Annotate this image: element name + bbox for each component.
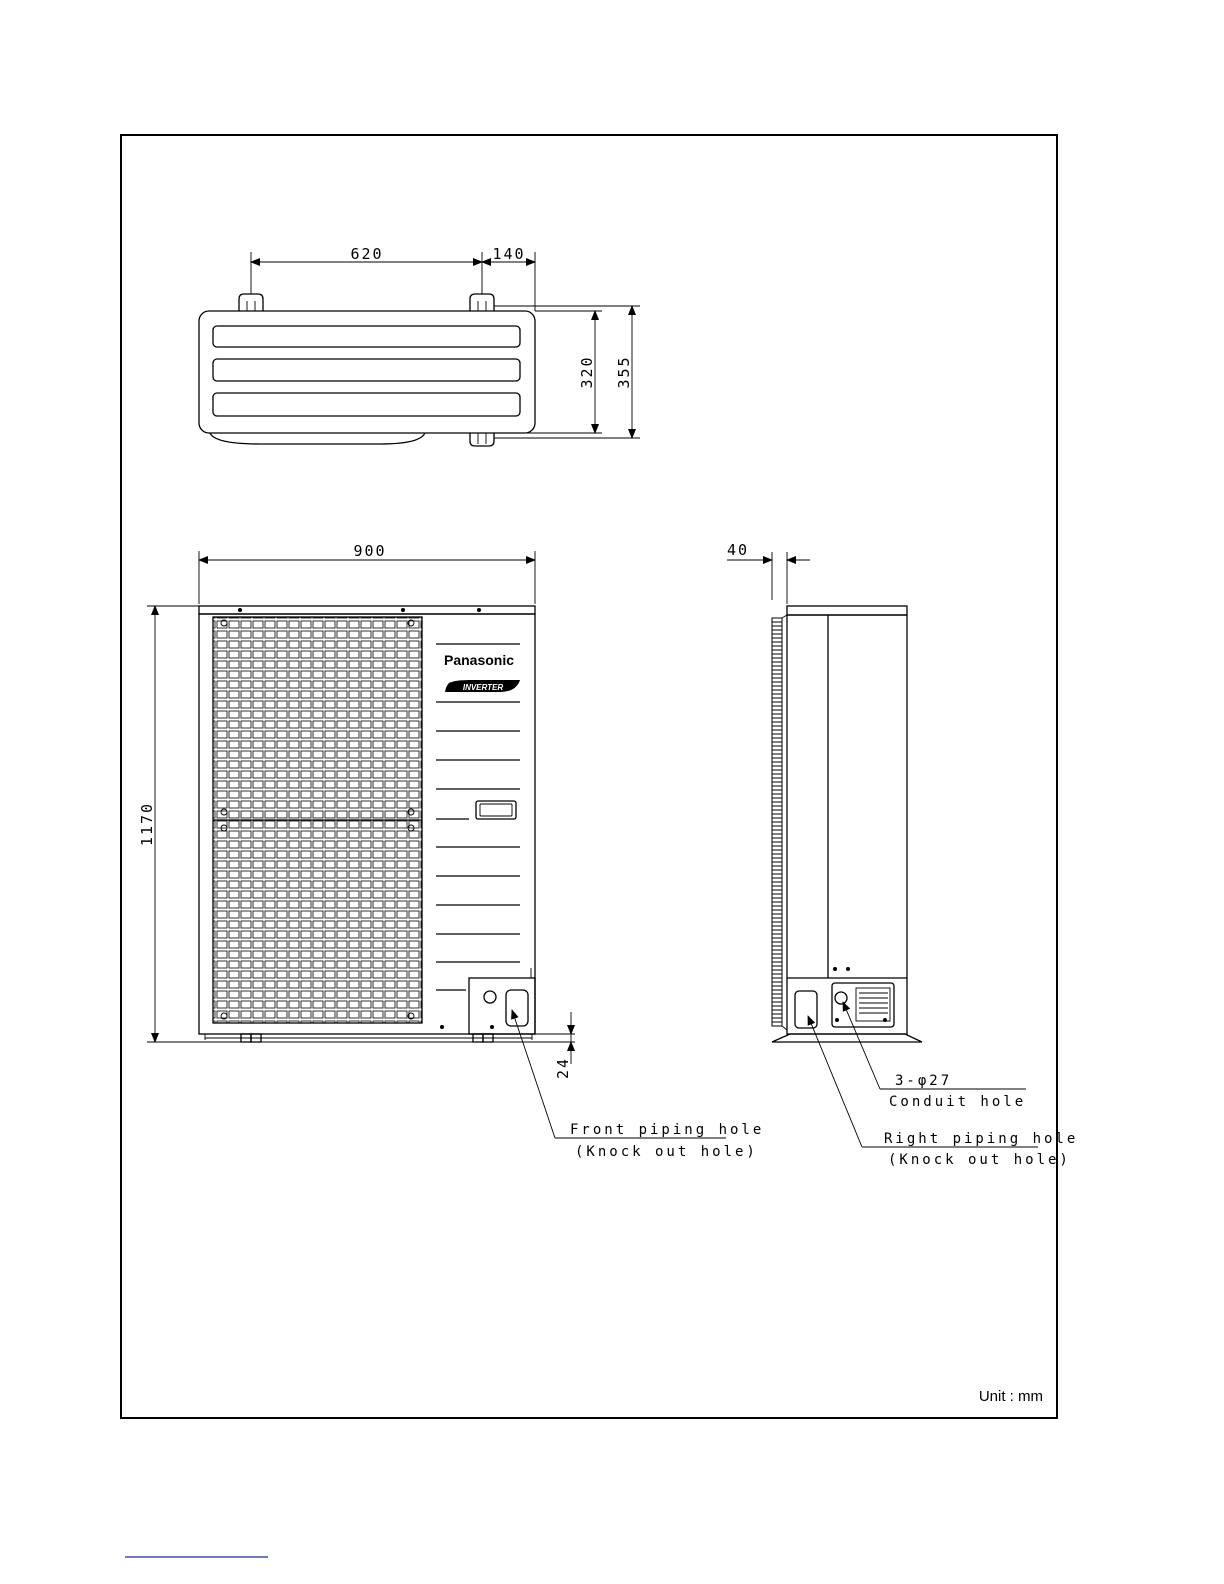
conduit-hole bbox=[835, 992, 847, 1004]
right-piping-hole bbox=[795, 991, 817, 1028]
svg-text:INVERTER: INVERTER bbox=[462, 683, 504, 692]
dim-355: 355 bbox=[615, 355, 633, 389]
dim-1170: 1170 bbox=[138, 801, 156, 847]
unit-label: Unit : mm bbox=[978, 1388, 1043, 1405]
conduit-hole-sublabel: Conduit hole bbox=[889, 1094, 1027, 1110]
inverter-logo bbox=[445, 680, 520, 692]
front-piping-hole-sublabel: (Knock out hole) bbox=[575, 1144, 758, 1160]
front-piping-hole-small bbox=[484, 991, 496, 1003]
dim-24: 24 bbox=[554, 1056, 572, 1080]
dim-900: 900 bbox=[353, 542, 387, 560]
side-view-body bbox=[787, 615, 907, 1034]
conduit-hole-label: 3-φ27 bbox=[895, 1073, 953, 1089]
dim-140: 140 bbox=[492, 245, 526, 263]
front-piping-hole-label: Front piping hole bbox=[570, 1122, 765, 1138]
dim-40: 40 bbox=[726, 541, 750, 559]
side-view bbox=[727, 541, 1078, 1168]
right-piping-hole-label: Right piping hole bbox=[884, 1131, 1079, 1147]
top-view bbox=[199, 245, 640, 446]
heat-exchanger-fins bbox=[772, 618, 782, 1026]
dim-620: 620 bbox=[350, 245, 384, 263]
dim-320: 320 bbox=[578, 355, 596, 389]
front-piping-hole bbox=[506, 990, 528, 1026]
top-view-body bbox=[199, 311, 535, 433]
right-piping-hole-sublabel: (Knock out hole) bbox=[888, 1152, 1071, 1168]
conduit-panel bbox=[832, 983, 894, 1027]
front-view bbox=[138, 542, 764, 1160]
front-panel-louvers bbox=[436, 644, 520, 990]
front-piping-cover bbox=[440, 968, 535, 1034]
top-view-feet bbox=[239, 294, 494, 446]
brand-logo: Panasonic bbox=[443, 652, 515, 668]
